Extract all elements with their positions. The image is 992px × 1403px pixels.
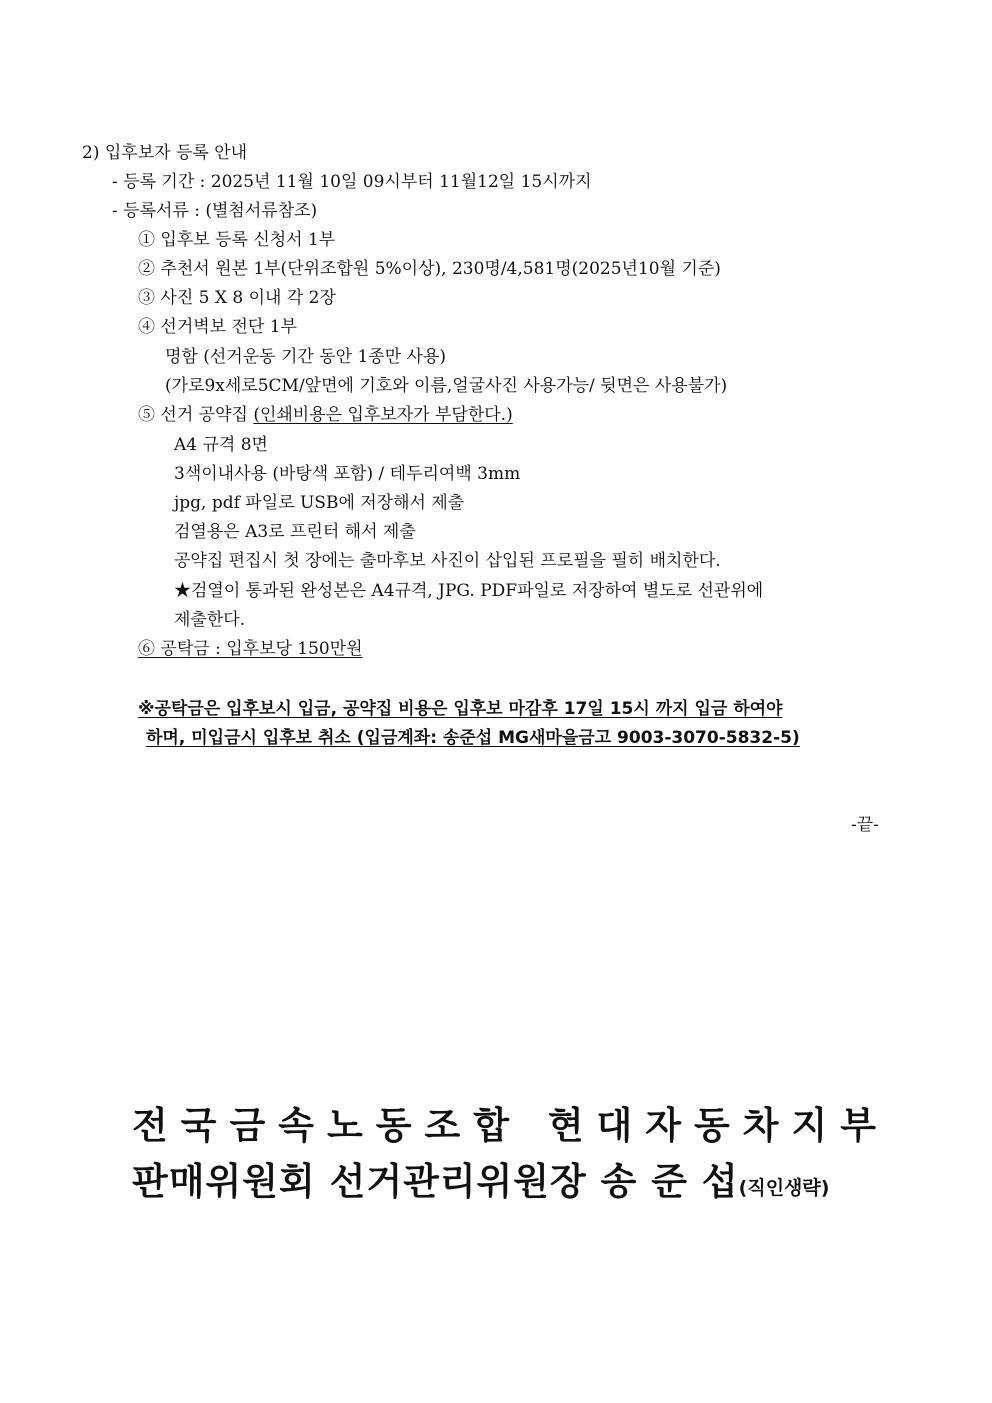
pledge-final-copy: ★검열이 통과된 완성본은 A4규격, JPG. PDF파일로 저장하여 별도로 선관위에 (174, 581, 764, 601)
registration-period: - 등록 기간 : 2025년 11월 10일 09시부터 11월12일 15시까지 (112, 172, 592, 192)
pledge-file-format: jpg, pdf 파일로 USB에 저장해서 제출 (174, 493, 465, 513)
seal-omitted-note: (직인생략) (738, 1177, 830, 1199)
item-poster-card-spec: (가로9x세로5CM/앞면에 기호와 이름,얼굴사진 사용가능/ 뒷면은 사용불가) (165, 376, 728, 396)
documents-heading: - 등록서류 : (별첨서류참조) (112, 201, 318, 221)
pledge-profile: 공약집 편집시 첫 장에는 출마후보 사진이 삽입된 프로필을 필히 배치한다. (174, 551, 721, 571)
signature-union: 전국금속노동조합 현대자동차지부 (132, 1104, 890, 1147)
item-pledge-book-cost-note: (인쇄비용은 입후보자가 부담한다.) (253, 405, 513, 425)
section-heading: 2) 입후보자 등록 안내 (82, 143, 248, 163)
signature-chair (132, 1160, 829, 1210)
item-pledge-book-label: ⑤ 선거 공약집 (138, 405, 254, 425)
pledge-final-copy-cont: 제출한다. (174, 610, 246, 630)
deposit-notice-line2: 하며, 미입금시 입후보 취소 (입금계좌: 송준섭 MG새마을금고 9003-3070-5832-5) (146, 728, 800, 748)
item-recommendation: ② 추천서 원본 1부(단위조합원 5%이상), 230명/4,581명(2025년10월 기준) (138, 259, 721, 279)
deposit-notice-line1: ※공탁금은 입후보시 입금, 공약집 비용은 입후보 마감후 17일 15시 까지 입금 하여야 (138, 699, 783, 719)
item-poster-card: 명함 (선거운동 기간 동안 1종만 사용) (165, 347, 447, 367)
pledge-review-print: 검열용은 A3로 프린터 해서 제출 (174, 522, 416, 542)
item-application-form: ① 입후보 등록 신청서 1부 (138, 230, 336, 250)
item-poster: ④ 선거벽보 전단 1부 (138, 317, 297, 337)
end-mark: -끝- (851, 815, 879, 835)
pledge-colors: 3색이내사용 (바탕색 포함) / 테두리여백 3mm (174, 464, 521, 484)
item-pledge-book (138, 404, 513, 426)
item-deposit: ⑥ 공탁금 : 입후보당 150만원 (138, 639, 363, 659)
pledge-size: A4 규격 8면 (174, 435, 268, 455)
item-photo: ③ 사진 5 X 8 이내 각 2장 (138, 288, 336, 308)
signature-chair-name: 판매위원회 선거관리위원장 송 준 섭 (132, 1160, 739, 1203)
